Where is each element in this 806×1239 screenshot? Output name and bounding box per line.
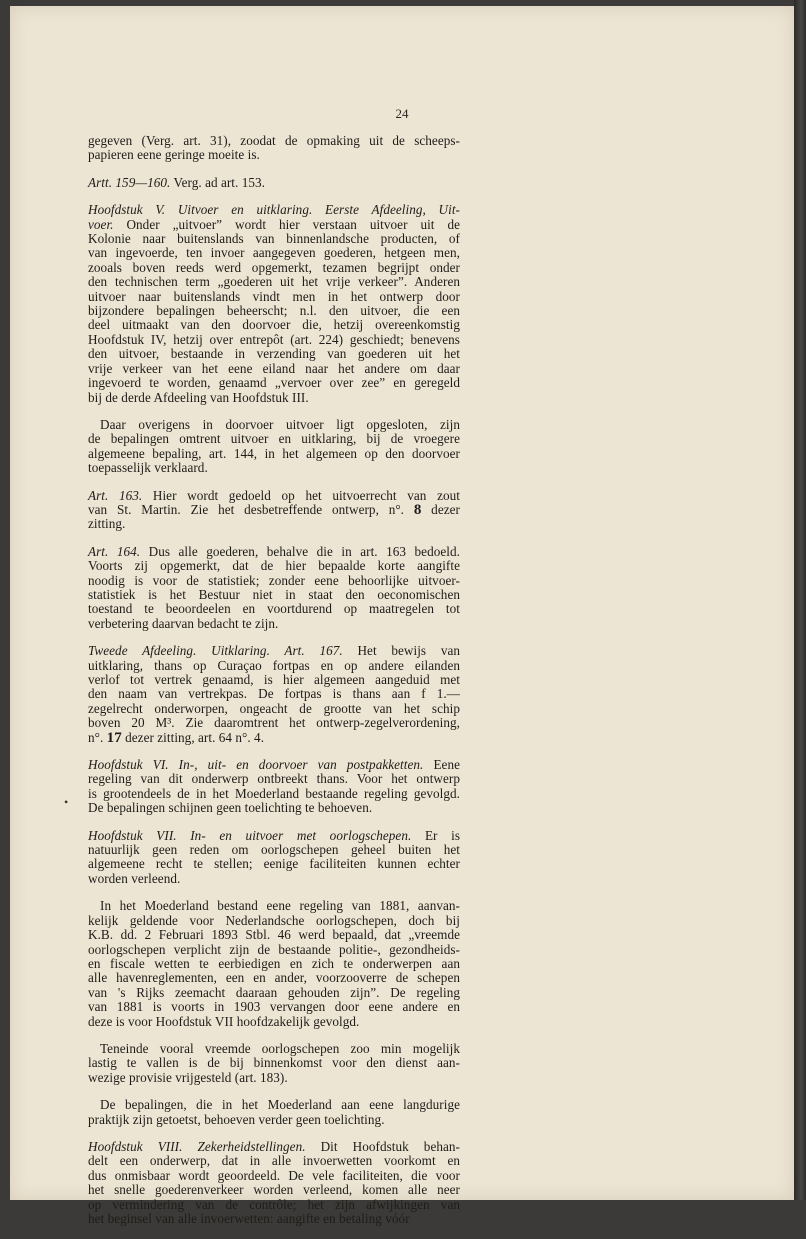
text-run: K.B. dd. 2 Februari 1893 Stbl. 46 werd bepaald, dat „vreemde [88, 927, 460, 943]
body-text [88, 134, 460, 1239]
text-line [88, 559, 460, 573]
text-run: statistiek is het Bestuur niet in staat den oeconomischen [88, 586, 460, 602]
text-run: uitklaring, thans op Curaçao fortpas en op andere eilanden [88, 657, 460, 673]
text-line [88, 943, 460, 957]
text-line [88, 617, 460, 631]
text-run: noodig is voor de statistiek; zonder eene behoorlijke uitvoer- [88, 572, 460, 588]
text-run: van 's Rijks zeemacht daaraan gehouden zijn”. De regeling [88, 984, 460, 1000]
text-run: den technischen term „goederen uit het vrije verkeer”. Anderen [88, 274, 460, 290]
paragraph [88, 644, 460, 745]
text-run: praktijk zijn getoetst, behoeven verder geen toelichting. [88, 1111, 385, 1127]
text-line [88, 362, 460, 376]
text-run: en fiscale wetten te eerbiedigen en zich te onderwerpen aan [88, 955, 460, 971]
text-line [88, 418, 460, 432]
italic-heading: Hoofdstuk VI. In-, uit- en doorvoer van postpakketten. [88, 757, 424, 773]
text-run: papieren eene geringe moeite is. [88, 147, 260, 163]
text-line [88, 333, 460, 347]
text-line [88, 1154, 460, 1168]
text-run: bij de derde Afdeeling van Hoofdstuk III. [88, 389, 309, 405]
document-page [10, 6, 794, 1226]
bold-number: 17 [106, 729, 122, 746]
text-line [88, 1140, 460, 1154]
text-line [88, 673, 460, 687]
text-line [88, 347, 460, 361]
text-run: verlof tot vertrek genaamd, is hier algemeen aangeduid met [88, 672, 460, 687]
paragraph [88, 134, 460, 163]
text-line [88, 203, 460, 217]
text-run: den uitvoer, bestaande in verzending van goederen uit het [88, 346, 460, 362]
text-line [88, 447, 460, 461]
text-run: het beginsel van alle invoerwetten: aangifte en betaling vóór [88, 1211, 410, 1226]
text-run: algemeene recht te stellen; eenige faciliteiten kunnen echter [88, 856, 460, 872]
text-line [88, 702, 460, 716]
paragraph [88, 1042, 460, 1085]
text-run: Kolonie naar buitenslands van binnenlandsche producten, of [88, 231, 460, 247]
text-line [88, 304, 460, 318]
text-run: het snelle goederenverkeer worden verleend, komen alle neer [88, 1182, 460, 1198]
italic-heading: Hoofdstuk V. Uitvoer en uitklaring. Eerste Afdeeling, Uit- [88, 202, 460, 218]
text-line [88, 857, 460, 871]
scan-right-edge [794, 0, 806, 1200]
text-run: van ingevoerde, ten invoer aangegeven goederen, hetgeen men, [88, 245, 460, 261]
text-line [88, 928, 460, 942]
text-run: alle havenreglementen, een en ander, voorzooverre de schepen [88, 970, 460, 986]
text-line [88, 218, 460, 232]
italic-heading: Art. 164. [88, 543, 141, 559]
text-run: van 1881 is voorts in 1903 vervangen door eene andere en [88, 999, 460, 1015]
text-run: Hoofdstuk IV, hetzij over entrepôt (art. 224) geschiedt; benevens [88, 331, 460, 347]
text-run: Hier wordt gedoeld op het uitvoerrecht van zout [142, 487, 460, 503]
text-run: op vermindering van de contrôle; het zijn afwijkingen van [88, 1196, 460, 1212]
text-line [88, 246, 460, 260]
text-line [88, 517, 460, 531]
text-line [88, 801, 460, 815]
text-run: uitvoer naar buitenslands vindt men in het ontwerp door [88, 288, 460, 304]
text-line [88, 659, 460, 673]
text-line [88, 290, 460, 304]
text-run: De bepalingen, die in het Moederland aan eene langdurige [100, 1097, 460, 1113]
text-run: zegelrecht onderworpen, ongeacht de grootte van het schip [88, 700, 460, 716]
text-line [88, 232, 460, 246]
text-run: natuurlijk geen reden om oorlogschepen geheel buiten het [88, 842, 460, 858]
paragraph [88, 1140, 460, 1226]
text-line [88, 829, 460, 843]
text-run: n°. [88, 729, 107, 745]
text-run: toestand te beoordeelen en voortdurend op maatregelen tot [88, 601, 460, 617]
text-line [88, 176, 460, 190]
paragraph [88, 899, 460, 1029]
text-line [88, 602, 460, 616]
text-run: Het bewijs van [342, 643, 461, 659]
text-run: zitting. [88, 516, 126, 532]
text-line [88, 1113, 460, 1127]
text-line [88, 391, 460, 405]
text-run: Eene [423, 757, 460, 773]
text-run: deel uitmaakt van den doorvoer die, hetzij overeenkomstig [88, 317, 460, 333]
paragraph [88, 758, 460, 816]
text-run: gegeven (Verg. art. 31), zoodat de opmaking uit de scheeps- [88, 133, 460, 148]
text-run: is grootendeels de in het Moederland bestaande regeling gevolgd. [88, 785, 460, 801]
text-run: lastig te vallen is de bij binnenkomst voor den dienst aan- [88, 1055, 460, 1071]
text-line [88, 957, 460, 971]
text-line [88, 275, 460, 289]
text-line [88, 787, 460, 801]
text-line [88, 1042, 460, 1056]
text-line [88, 731, 460, 745]
text-run: dezer zitting, art. 64 n°. 4. [121, 729, 265, 745]
text-line [88, 503, 460, 517]
text-run: De bepalingen schijnen geen toelichting te behoeven. [88, 800, 373, 816]
text-run: kelijk geldende voor Nederlandsche oorlogschepen, doch bij [88, 912, 460, 928]
text-run: vrije verkeer van het eene eiland naar het andere om daar [88, 360, 460, 376]
text-run: Er is [411, 827, 461, 843]
text-line [88, 971, 460, 985]
text-line [88, 134, 460, 148]
text-line [88, 772, 460, 786]
text-run: Dit Hoofdstuk behan- [305, 1138, 460, 1154]
text-line [88, 1098, 460, 1112]
text-run: ingevoerd te worden, genaamd „vervoer over zee” en geregeld [88, 375, 460, 391]
paragraph [88, 418, 460, 476]
text-run: dezer [421, 501, 460, 517]
text-line [88, 914, 460, 928]
text-line [88, 986, 460, 1000]
text-line [88, 376, 460, 390]
text-run: Dus alle goederen, behalve die in art. 163 bedoeld. [140, 543, 460, 559]
text-line [88, 899, 460, 913]
text-run: worden verleend. [88, 870, 181, 886]
text-run: verbetering daarvan bedacht te zijn. [88, 615, 279, 631]
text-run: In het Moederland bestand eene regeling van 1881, aanvan- [100, 898, 460, 914]
page-number: 24 [395, 106, 409, 121]
paragraph [88, 203, 460, 405]
text-line [88, 758, 460, 772]
text-line [88, 1169, 460, 1183]
italic-heading: Tweede Afdeeling. Uitklaring. Art. 167. [88, 643, 343, 659]
text-line [88, 687, 460, 701]
text-run: wezige provisie vrijgesteld (art. 183). [88, 1069, 288, 1085]
text-line [88, 574, 460, 588]
text-line [88, 489, 460, 503]
text-run: deze is voor Hoofdstuk VII hoofdzakelijk gevolgd. [88, 1013, 360, 1029]
text-run: toepasselijk verklaard. [88, 460, 208, 476]
text-line [88, 1056, 460, 1070]
text-line [88, 461, 460, 475]
text-run: zooals boven reeds werd opgemerkt, tezamen begrijpt onder [88, 259, 460, 275]
text-line [88, 644, 460, 658]
text-line [88, 843, 460, 857]
margin-mark: • [64, 795, 69, 809]
text-line [88, 588, 460, 602]
italic-heading: Hoofdstuk VIII. Zekerheidstellingen. [88, 1138, 306, 1154]
italic-heading: Hoofdstuk VII. In- en uitvoer met oorlogschepen. [88, 827, 412, 843]
text-line [88, 872, 460, 886]
italic-heading: Artt. 159—160. [88, 174, 171, 190]
italic-heading: voer. [88, 216, 114, 232]
text-run: Voorts zij opgemerkt, dat de hier bepaalde korte aangifte [88, 558, 460, 574]
text-run: oorlogschepen verplicht zijn de bestaande politie-, gezondheids- [88, 941, 460, 957]
text-line [88, 1015, 460, 1029]
text-run: Onder „uitvoer” wordt hier verstaan uitvoer uit de [113, 216, 460, 232]
text-run: den naam van vertrekpas. De fortpas is thans aan f 1.— [88, 686, 460, 702]
text-run: Teneinde vooral vreemde oorlogschepen zoo min mogelijk [100, 1040, 460, 1056]
text-run: delt een onderwerp, dat in alle invoerwetten voorkomt en [88, 1153, 460, 1169]
text-line [88, 1000, 460, 1014]
text-run: regeling van dit onderwerp ontbreekt thans. Voor het ontwerp [88, 771, 460, 787]
paragraph [88, 545, 460, 631]
text-run: dus onmisbaar wordt geoordeeld. De vele faciliteiten, die voor [88, 1167, 460, 1183]
italic-heading: Art. 163. [88, 487, 143, 503]
text-run: Daar overigens in doorvoer uitvoer ligt opgesloten, zijn [100, 416, 460, 432]
text-line [88, 545, 460, 559]
bold-number: 8 [413, 501, 422, 518]
text-line [88, 1212, 460, 1226]
paragraph [88, 829, 460, 887]
text-line [88, 1071, 460, 1085]
paragraph [88, 1098, 460, 1127]
text-line [88, 432, 460, 446]
text-line [88, 148, 460, 162]
text-run: algemeene bepaling, art. 144, in het algemeen op den doorvoer [88, 445, 460, 461]
text-line [88, 261, 460, 275]
text-run: van St. Martin. Zie het desbetreffende ontwerp, n°. [88, 501, 414, 517]
paragraph [88, 489, 460, 532]
text-line [88, 318, 460, 332]
text-line [88, 716, 460, 730]
text-run: Verg. ad art. 153. [170, 174, 265, 190]
text-run: bijzondere bepalingen beheerscht; n.l. den uitvoer, die een [88, 303, 460, 319]
text-line [88, 1183, 460, 1197]
text-run: de bepalingen omtrent uitvoer en uitklaring, bij de vroegere [88, 431, 460, 447]
paragraph [88, 176, 460, 190]
text-run: boven 20 M³. Zie daaromtrent het ontwerp-zegelverordening, [88, 715, 460, 731]
